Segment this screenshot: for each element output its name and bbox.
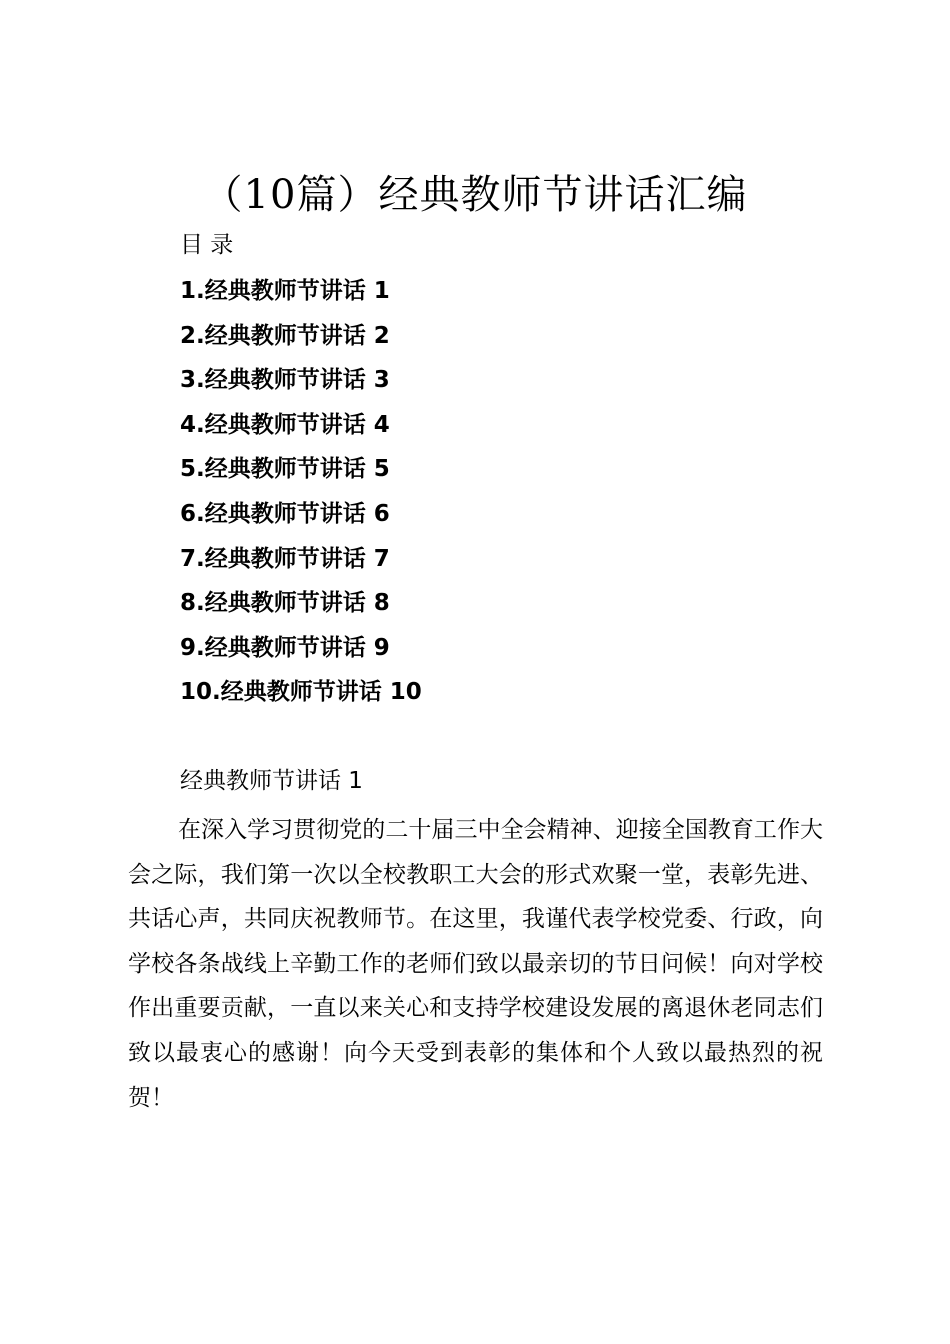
- table-of-contents: [180, 274, 422, 720]
- toc-item: 2.经典教师节讲话 2: [180, 322, 390, 349]
- toc-item: 8.经典教师节讲话 8: [180, 590, 390, 617]
- toc-item: 9.经典教师节讲话 9: [180, 634, 390, 661]
- toc-item: 4.经典教师节讲话 4: [180, 411, 390, 438]
- body-paragraph: 在深入学习贯彻党的二十届三中全会精神、迎接全国教育工作大会之际，我们第一次以全校教职工大会的形式欢聚一堂，表彰先进、共话心声，共同庆祝教师节。在这里，我谨代表学校党委、行政，向学校各条战线上辛勤工作的老师们致以最亲切的节日问候！向对学校作出重要贡献，一直以来关心和支持学校建设发展的离退休老同志们致以最衷心的感谢！向今天受到表彰的集体和个人致以最热烈的祝贺！: [128, 817, 823, 1111]
- toc-item: 5.经典教师节讲话 5: [180, 456, 390, 483]
- document-title: （10篇）经典教师节讲话汇编: [202, 172, 748, 218]
- section-title: 经典教师节讲话 1: [180, 768, 363, 794]
- toc-heading: 目 录: [180, 232, 234, 258]
- toc-item: 1.经典教师节讲话 1: [180, 278, 390, 304]
- toc-item: 10.经典教师节讲话 10: [180, 679, 422, 706]
- toc-item: 7.经典教师节讲话 7: [180, 545, 390, 572]
- toc-item: 3.经典教师节讲话 3: [180, 367, 390, 394]
- toc-item: 6.经典教师节讲话 6: [180, 500, 390, 527]
